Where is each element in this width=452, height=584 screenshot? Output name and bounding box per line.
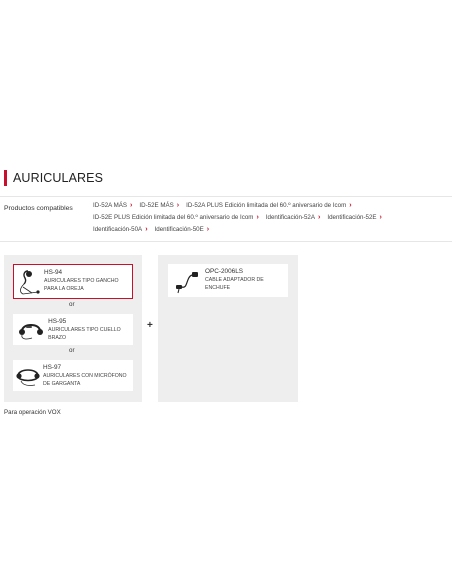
product-model: HS-97 <box>43 364 62 371</box>
product-model: HS-94 <box>44 269 63 276</box>
chevron-right-icon: › <box>349 202 352 209</box>
compat-link-label: ID-52A PLUS Edición limitada del 60.º aniversario de Icom <box>186 202 347 209</box>
chevron-right-icon: › <box>318 214 321 221</box>
compat-link-id52a[interactable] <box>266 213 321 222</box>
product-card-hs95[interactable] <box>13 314 133 345</box>
product-description: CABLE ADAPTADOR DE ENCHUFE <box>205 277 264 291</box>
or-separator: or <box>69 301 75 308</box>
product-card-hs97[interactable] <box>13 360 133 391</box>
neck-arm-headset-icon <box>13 314 48 345</box>
or-separator: or <box>69 347 75 354</box>
compat-link-id52a-plus[interactable] <box>93 201 132 210</box>
compat-link-label: ID-52E PLUS Edición limitada del 60.º aniversario de Icom <box>93 214 254 221</box>
chevron-right-icon: › <box>206 226 210 233</box>
compatible-products-list <box>93 201 449 234</box>
compat-link-id52a-plus-60th[interactable] <box>186 201 351 210</box>
compat-link-id52e[interactable] <box>327 213 382 222</box>
section-title: AURICULARES <box>13 171 104 185</box>
compat-link-label: ID-52E MÁS <box>139 202 174 209</box>
product-description: AURICULARES CON MICRÓFONO DE GARGANTA <box>43 373 127 387</box>
compat-link-id52e-plus[interactable] <box>139 201 179 210</box>
compatible-products-label: Productos compatibles <box>4 205 73 212</box>
headset-options-panel <box>4 255 142 402</box>
chevron-right-icon: › <box>256 214 259 221</box>
compat-link-label: ID-52A MÁS <box>93 202 128 209</box>
product-card-hs94[interactable] <box>13 264 133 299</box>
plus-separator: + <box>147 320 153 331</box>
section-accent-bar <box>4 170 7 186</box>
chevron-right-icon: › <box>145 226 148 233</box>
product-model: HS-95 <box>48 318 67 325</box>
compat-link-id50a[interactable] <box>93 225 148 234</box>
product-description: AURICULARES TIPO CUELLO BRAZO <box>48 327 121 341</box>
vox-note: Para operación VOX <box>4 409 61 416</box>
adapter-cable-icon <box>168 264 205 297</box>
compat-link-id50e[interactable] <box>155 225 210 234</box>
section-header <box>4 170 103 186</box>
product-card-opc2006ls[interactable] <box>168 264 288 297</box>
ear-hook-headset-icon <box>14 265 44 298</box>
compat-link-label: Identificación-52A <box>265 214 315 221</box>
compat-link-label: Identificación-50A <box>93 226 143 233</box>
compat-link-label: Identificación-52E <box>327 214 377 221</box>
chevron-right-icon: › <box>379 214 382 221</box>
throat-mic-headset-icon <box>13 360 43 391</box>
compatible-products <box>0 196 452 242</box>
adapter-panel <box>158 255 298 402</box>
compat-link-label: Identificación-50E <box>154 226 204 233</box>
compat-link-id52e-plus-60th[interactable] <box>93 213 259 222</box>
chevron-right-icon: › <box>130 202 133 209</box>
product-description: AURICULARES TIPO GANCHO PARA LA OREJA <box>44 278 119 292</box>
chevron-right-icon: › <box>176 202 180 209</box>
product-model: OPC-2006LS <box>205 268 244 275</box>
